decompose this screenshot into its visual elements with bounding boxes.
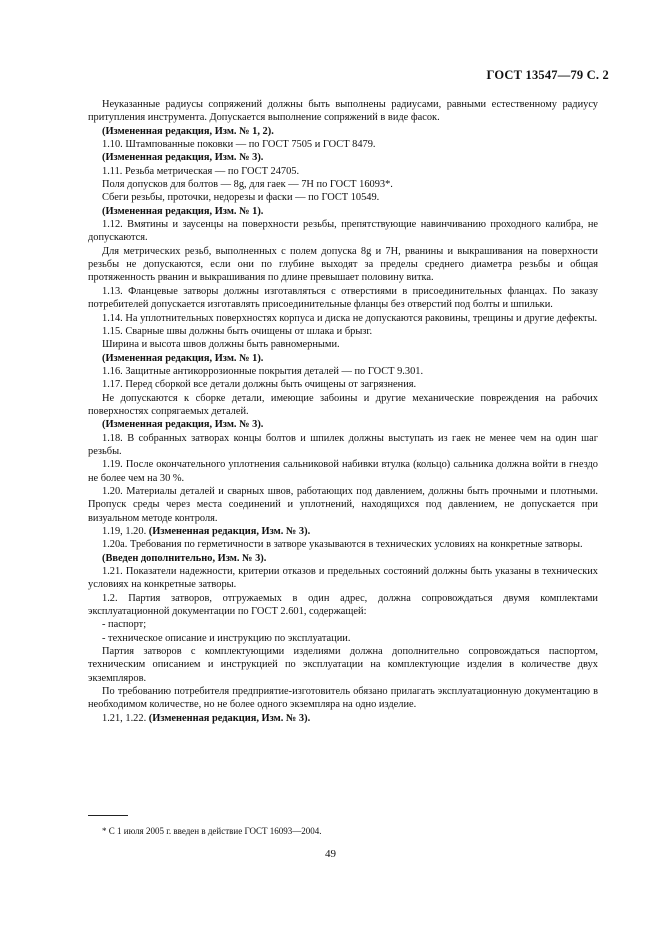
paragraph: 1.15. Сварные швы должны быть очищены от шлака и брызг. [102,325,373,337]
paragraph: 1.20а. Требования по герметичности в затворе указываются в технических условиях на конкретные затворы. [102,539,583,551]
amendment-note: (Измененная редакция, Изм. № 1). [102,205,264,217]
amendment-note: (Измененная редакция, Изм. № 3). [148,526,311,537]
amendment-note: (Измененная редакция, Изм. № 3). [102,152,264,164]
amendment-note: (Введен дополнительно, Изм. № 3). [102,552,267,564]
list-item: - паспорт; [102,619,147,631]
page-number: 49 [325,848,336,860]
amendment-line [88,712,598,725]
paragraph: 1.21. Показатели надежности, критерии отказов и предельных состояний должны быть указаны в технических условиях на конкретные затворы. [88,566,598,591]
clause-ref: 1.19, 1.20. [102,526,147,537]
amendment-note: (Измененная редакция, Изм. № 3). [148,712,311,724]
paragraph: Для метрических резьб, выполненных с полем допуска 8g и 7Н, рванины и выкрашивания на поверхности резьбы не допускаются, если они по глубине выходят за пределы среднего диаметра резьбы и общая протяженность рванин и выкрашивания по длине превышает половину витка. [88,245,598,284]
paragraph: 1.12. Вмятины и заусенцы на поверхности резьбы, препятствующие навинчиванию проходного калибра, не допускаются. [88,219,598,244]
amendment-line [88,525,598,538]
paragraph: 1.14. На уплотнительных поверхностях корпуса и диска не допускаются раковины, трещины и другие дефекты. [102,312,598,324]
amendment-note: (Измененная редакция, Изм. № 1). [102,352,264,364]
footnote-divider [88,815,128,816]
paragraph: Неуказанные радиусы сопряжений должны быть выполнены радиусами, равными естественному радиусу притупления инструмента. Допускается выполнение сопряжений в виде фасок. [88,99,598,124]
paragraph: 1.13. Фланцевые затворы должны изготавляться с отверстиями в присоединительных фланцах. По заказу потребителей допускается изготавлять присоединительные фланцы без отверстий под болты и шпильки. [88,285,598,311]
paragraph: По требованию потребителя предприятие-изготовитель обязано прилагать эксплуатационную документацию в необходимом количестве, но не более одного экземпляра на одно изделие. [88,686,598,711]
paragraph: 1.18. В собранных затворах концы болтов и шпилек должны выступать из гаек не менее чем на один шаг резьбы. [88,432,598,457]
paragraph: 1.19. После окончательного уплотнения сальниковой набивки втулка (кольцо) сальника должна войти в гнездо не более чем на 30 %. [88,459,598,484]
paragraph: Сбеги резьбы, проточки, недорезы и фаски — по ГОСТ 10549. [102,192,380,204]
paragraph: 1.20. Материалы деталей и сварных швов, работающих под давлением, должны быть прочными и плотными. Пропуск среды через места соединений и уплотнений, находящихся под давлением, не допускается при визуальном методе контроля. [88,485,598,524]
page-header: ГОСТ 13547—79 С. 2 [486,68,609,82]
amendment-note: (Измененная редакция, Изм. № 3). [102,419,264,431]
amendment-note: (Измененная редакция, Изм. № 1, 2). [102,125,274,137]
paragraph: 1.11. Резьба метрическая — по ГОСТ 24705. [102,165,300,177]
document-body [88,98,598,725]
paragraph: Поля допусков для болтов — 8g, для гаек — 7Н по ГОСТ 16093*. [102,179,393,191]
paragraph: Не допускаются к сборке детали, имеющие забоины и другие механические повреждения на рабочих поверхностях сопрягаемых деталей. [88,392,598,417]
clause-ref: 1.21, 1.22. [102,712,147,724]
paragraph: 1.17. Перед сборкой все детали должны быть очищены от загрязнения. [102,379,417,391]
paragraph: Партия затворов с комплектующими изделиями должна дополнительно сопровождаться паспортом, техническим описанием и инструкцией по эксплуатации на комплектующие изделия в количестве двух экземпляров. [88,646,598,684]
footnote: * С 1 июля 2005 г. введен в действие ГОСТ 16093—2004. [102,826,322,836]
list-item: - техническое описание и инструкцию по эксплуатации. [102,632,351,644]
paragraph: 1.16. Защитные антикоррозионные покрытия деталей — по ГОСТ 9.301. [102,365,424,377]
paragraph: 1.10. Штампованные поковки — по ГОСТ 7505 и ГОСТ 8479. [102,139,376,151]
paragraph: 1.2. Партия затворов, отгружаемых в один адрес, должна сопровождаться двумя комплектами эксплуатационной документации по ГОСТ 2.601, содержащей: [88,592,598,618]
paragraph: Ширина и высота швов должны быть равномерными. [102,339,340,351]
